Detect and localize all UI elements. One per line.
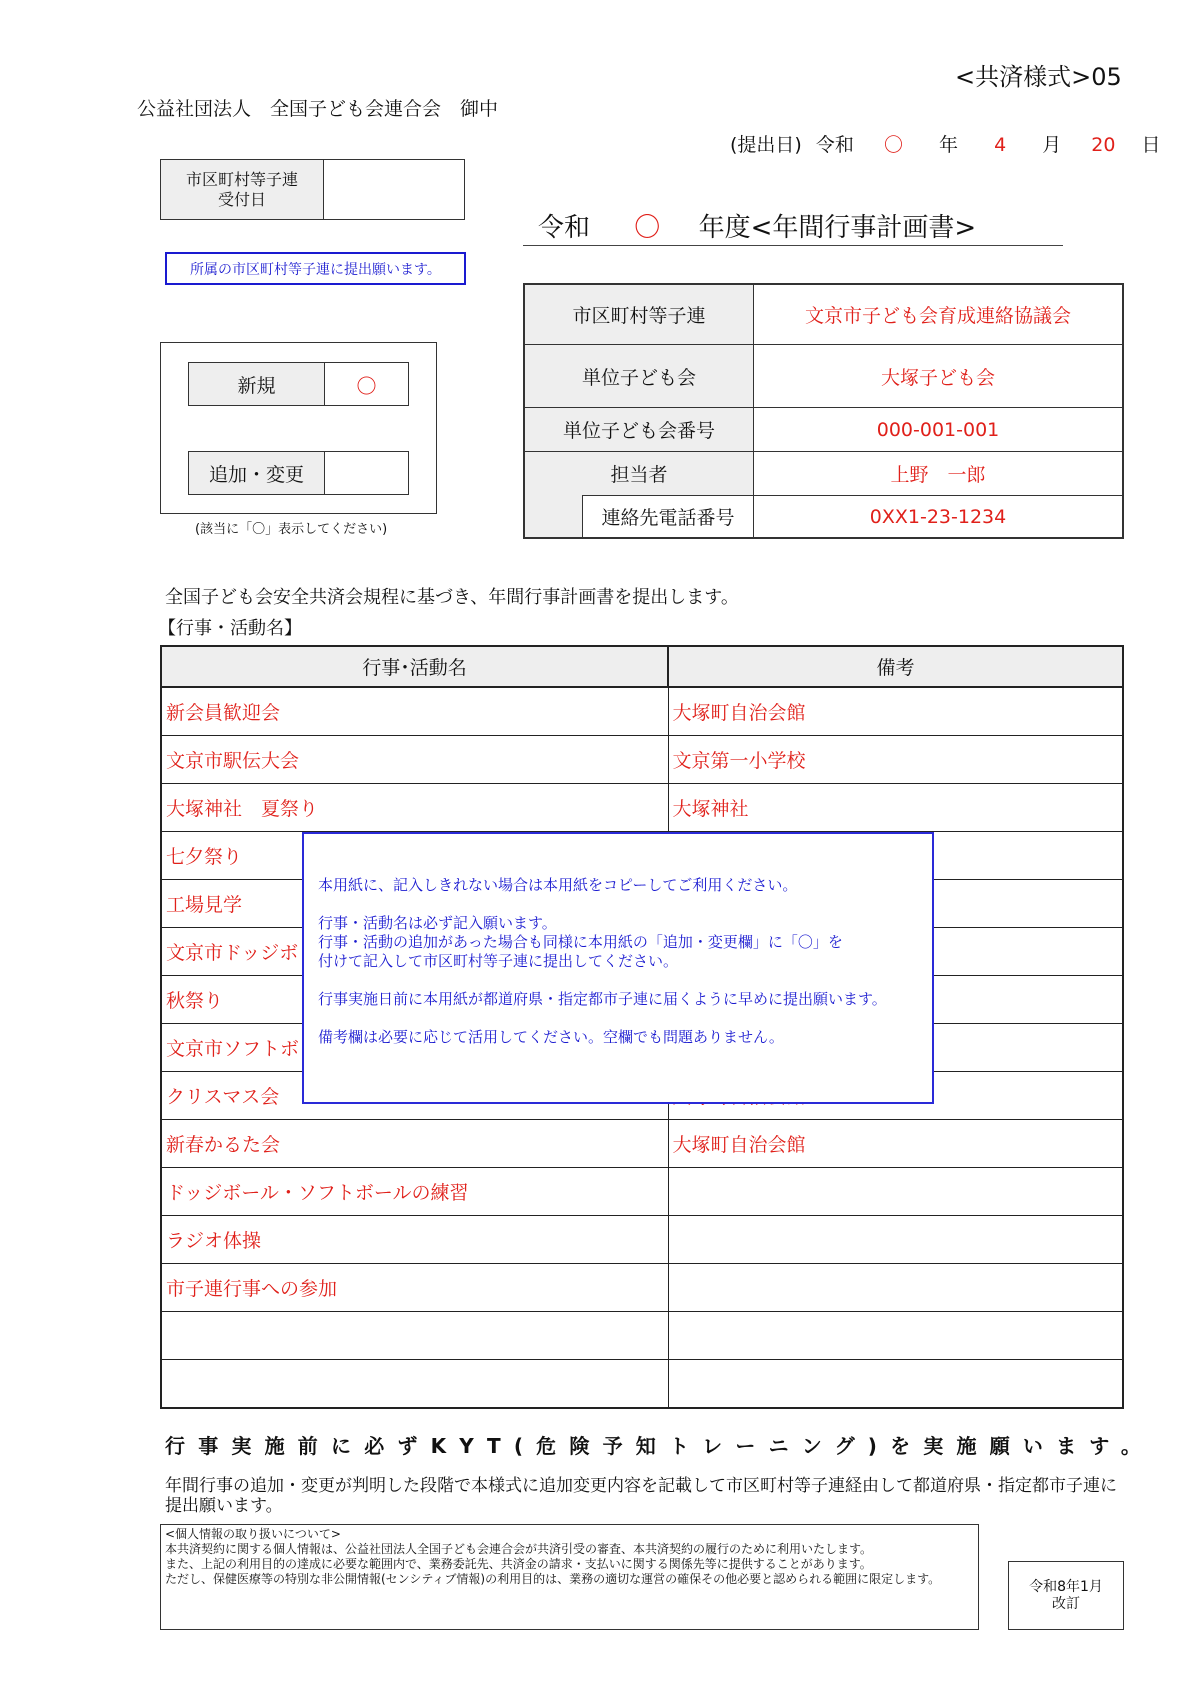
table-row (161, 1120, 1123, 1168)
title-text: 年度<年間行事計画書> (698, 213, 977, 243)
event-name-cell[interactable]: 大塚神社 夏祭り (161, 784, 668, 832)
info-value-phone[interactable]: 0XX1-23-1234 (869, 505, 1007, 528)
status-box (160, 342, 437, 514)
form-code: <共済様式>05 (955, 63, 1122, 91)
info-table (523, 283, 1124, 539)
events-header-row (161, 646, 1123, 687)
remarks-cell[interactable] (668, 1216, 1123, 1264)
notice-line: 本用紙に、記入しきれない場合は本用紙をコピーしてご利用ください。 (318, 876, 798, 894)
info-value-contact-person[interactable]: 上野 一郎 (890, 464, 986, 486)
event-name-cell[interactable]: ドッジボール・ソフトボールの練習 (161, 1168, 668, 1216)
change-notice: 年間行事の追加・変更が判明した段階で本様式に追加変更内容を記載して市区町村等子連経由して都道府県・指定都市子連に提出願います。 (165, 1476, 1117, 1516)
privacy-line: 本共済契約に関する個人情報は、公益社団法人全国子ども会連合会が共済引受の審査、本共済契約の履行のために利用いたします。 (165, 1542, 873, 1556)
remarks-cell[interactable] (668, 1168, 1123, 1216)
submission-day-unit: 日 (1141, 134, 1161, 156)
event-name-cell[interactable]: 新春かるた会 (161, 1120, 668, 1168)
revision-box (1008, 1561, 1124, 1630)
privacy-line: ただし、保健医療等の特別な非公開情報(センシティブ情報)の利用目的は、業務の適切な運営の確保その他必要と認められる範囲に限定します。 (165, 1572, 941, 1586)
notice-line: 行事・活動名は必ず記入願います。 (318, 914, 557, 932)
privacy-line: また、上記の利用目的の達成に必要な範囲内で、業務委託先、共済金の請求・支払いに関する関係先等に提供することがあります。 (165, 1557, 872, 1571)
table-row (161, 784, 1123, 832)
event-name-cell[interactable]: 工場見学 (161, 880, 668, 928)
status-change-label: 追加・変更 (189, 452, 325, 494)
event-name-cell[interactable]: 市子連行事への参加 (161, 1264, 668, 1312)
title-era: 令和 (538, 213, 591, 243)
status-new-label: 新規 (189, 363, 325, 405)
privacy-box (160, 1524, 979, 1630)
submission-year[interactable]: 〇 (883, 134, 903, 156)
notice-popup (302, 832, 934, 1104)
submission-year-unit: 年 (939, 134, 959, 156)
intro-text: 全国子ども会安全共済会規程に基づき、年間行事計画書を提出します。 (165, 587, 739, 608)
event-name-cell[interactable]: 秋祭り (161, 976, 668, 1024)
info-label-contact-person: 担当者 (610, 464, 668, 486)
table-row (161, 1360, 1123, 1409)
status-change-value[interactable] (325, 452, 408, 494)
remarks-cell[interactable] (668, 1312, 1123, 1360)
event-name-cell[interactable]: クリスマス会 (161, 1072, 668, 1120)
notice-line: 備考欄は必要に応じて活用してください。空欄でも問題ありません。 (318, 1028, 784, 1046)
info-label-city-association: 市区町村等子連 (572, 305, 706, 327)
event-name-cell[interactable]: 七夕祭り (161, 832, 668, 880)
event-name-cell[interactable]: ラジオ体操 (161, 1216, 668, 1264)
remarks-cell[interactable] (668, 1264, 1123, 1312)
revision-date: 令和8年1月 (1029, 1578, 1103, 1595)
section-label: 【行事・活動名】 (158, 618, 302, 639)
submit-note: 所属の市区町村等子連に提出願います。 (165, 252, 466, 285)
info-label-unit-association: 単位子ども会 (581, 366, 696, 389)
remarks-cell[interactable] (668, 1360, 1123, 1409)
status-change-row (188, 451, 409, 495)
kyt-notice: 行事実施前に必ずKYT(危険予知トレーニング)を実施願います。 (165, 1434, 1155, 1458)
event-name-cell[interactable]: 文京市ドッジボ (161, 928, 668, 976)
remarks-cell[interactable]: 大塚神社 (668, 784, 1123, 832)
notice-line: 付けて記入して市区町村等子連に提出してください。 (318, 952, 679, 970)
event-name-cell[interactable] (161, 1360, 668, 1409)
info-label-phone: 連絡先電話番号 (583, 496, 753, 537)
submission-month-unit: 月 (1042, 134, 1062, 156)
event-name-cell[interactable]: 新会員歓迎会 (161, 687, 668, 736)
submission-label: (提出日) (730, 134, 802, 156)
submission-era: 令和 (815, 134, 854, 156)
privacy-title: <個人情報の取り扱いについて> (165, 1527, 341, 1541)
receipt-value[interactable] (324, 160, 464, 219)
remarks-cell[interactable]: 文京第一小学校 (668, 736, 1123, 784)
status-new-row (188, 362, 409, 406)
event-name-cell[interactable]: 文京市駅伝大会 (161, 736, 668, 784)
table-row (161, 1216, 1123, 1264)
header-remarks: 備考 (668, 646, 1123, 687)
remarks-cell[interactable]: 大塚町自治会館 (668, 1120, 1123, 1168)
info-value-unit-association[interactable]: 大塚子ども会 (880, 366, 995, 389)
event-name-cell[interactable] (161, 1312, 668, 1360)
submission-month[interactable]: 4 (994, 134, 1007, 156)
table-row (161, 1168, 1123, 1216)
title-year[interactable]: 〇 (634, 213, 661, 243)
status-new-value[interactable]: 〇 (356, 373, 377, 398)
table-row (161, 1264, 1123, 1312)
info-label-unit-number: 単位子ども会番号 (562, 420, 715, 442)
info-value-unit-number[interactable]: 000-001-001 (876, 418, 1000, 441)
receipt-label: 市区町村等子連 受付日 (161, 160, 324, 219)
header-event-name: 行事･活動名 (161, 646, 668, 687)
submission-date (730, 130, 1161, 157)
notice-line: 行事・活動の追加があった場合も同様に本用紙の「追加・変更欄」に「〇」を (318, 933, 843, 951)
table-row (161, 1312, 1123, 1360)
submission-day[interactable]: 20 (1091, 134, 1116, 156)
revision-label: 改訂 (1052, 1595, 1080, 1612)
event-name-cell[interactable]: 文京市ソフトボ (161, 1024, 668, 1072)
status-hint: (該当に「〇」表示してください) (195, 522, 388, 537)
notice-line: 行事実施日前に本用紙が都道府県・指定都市子連に届くように早めに提出願います。 (318, 990, 887, 1008)
table-row (161, 687, 1123, 736)
table-row (161, 736, 1123, 784)
page-title (523, 207, 1063, 246)
info-value-city-association[interactable]: 文京市子ども会育成連絡協議会 (804, 305, 1071, 327)
receipt-box (160, 159, 465, 220)
addressee: 公益社団法人 全国子ども会連合会 御中 (137, 98, 499, 120)
remarks-cell[interactable]: 大塚町自治会館 (668, 687, 1123, 736)
